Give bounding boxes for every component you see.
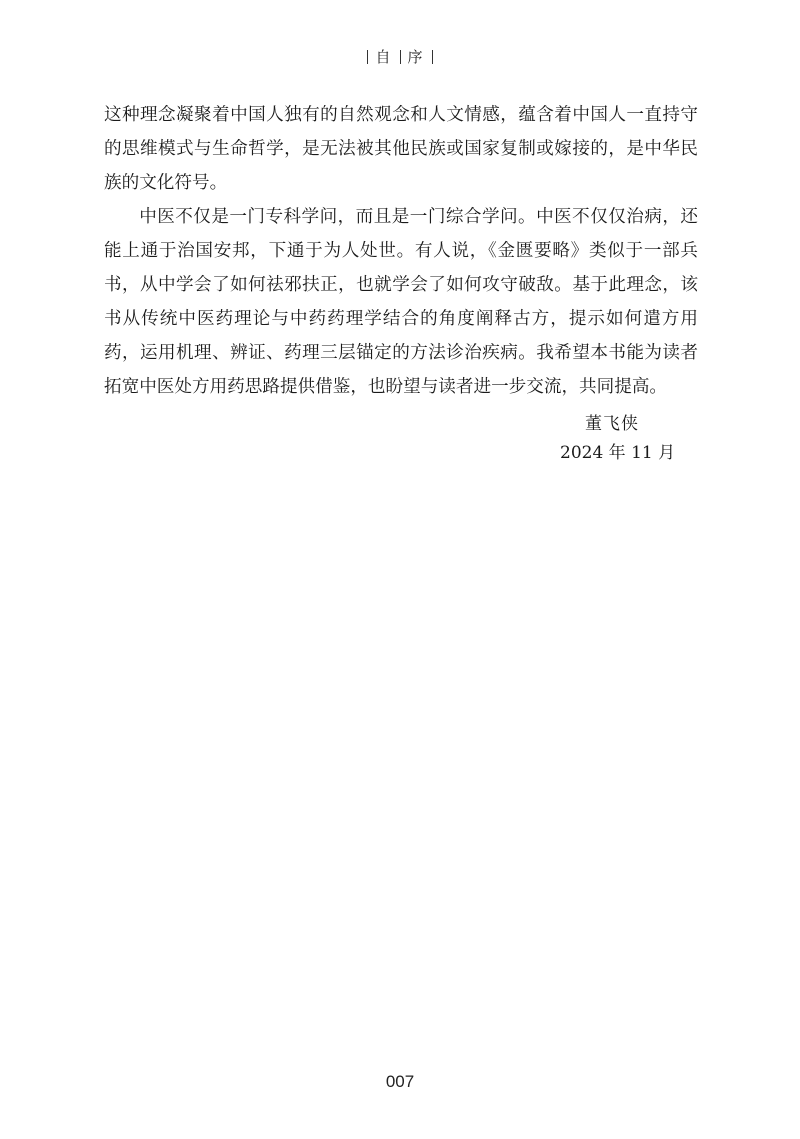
header-divider: [400, 50, 401, 64]
paragraph: 中医不仅是一门专科学问，而且是一门综合学问。中医不仅仅治病，还能上通于治国安邦，下通于为人处世。有人说，《金匮要略》类似于一部兵书，从中学会了如何祛邪扶正，也就学会了如何攻守破敌。基于此理念，该书从传统中医药理论与中药药理学结合的角度阐释古方，提示如何遣方用药，运用机理、辨证、药理三层锚定的方法诊治疾病。我希望本书能为读者拓宽中医处方用药思路提供借鉴，也盼望与读者进一步交流，共同提高。: [104, 207, 698, 397]
running-header: [0, 46, 800, 67]
paragraph: 这种理念凝聚着中国人独有的自然观念和人文情感，蕴含着中国人一直持守的思维模式与生命哲学，是无法被其他民族或国家复制或嫁接的，是中华民族的文化符号。: [104, 105, 698, 193]
header-char-left: 自: [375, 48, 393, 66]
author-name: 董飞侠: [585, 414, 639, 434]
preface-body: [104, 98, 698, 404]
page-number: 007: [385, 1072, 415, 1091]
header-divider: [432, 50, 433, 64]
signature-date: 2024 年 11 月: [560, 443, 676, 463]
header-char-right: 序: [407, 48, 425, 66]
header-divider: [367, 50, 368, 64]
